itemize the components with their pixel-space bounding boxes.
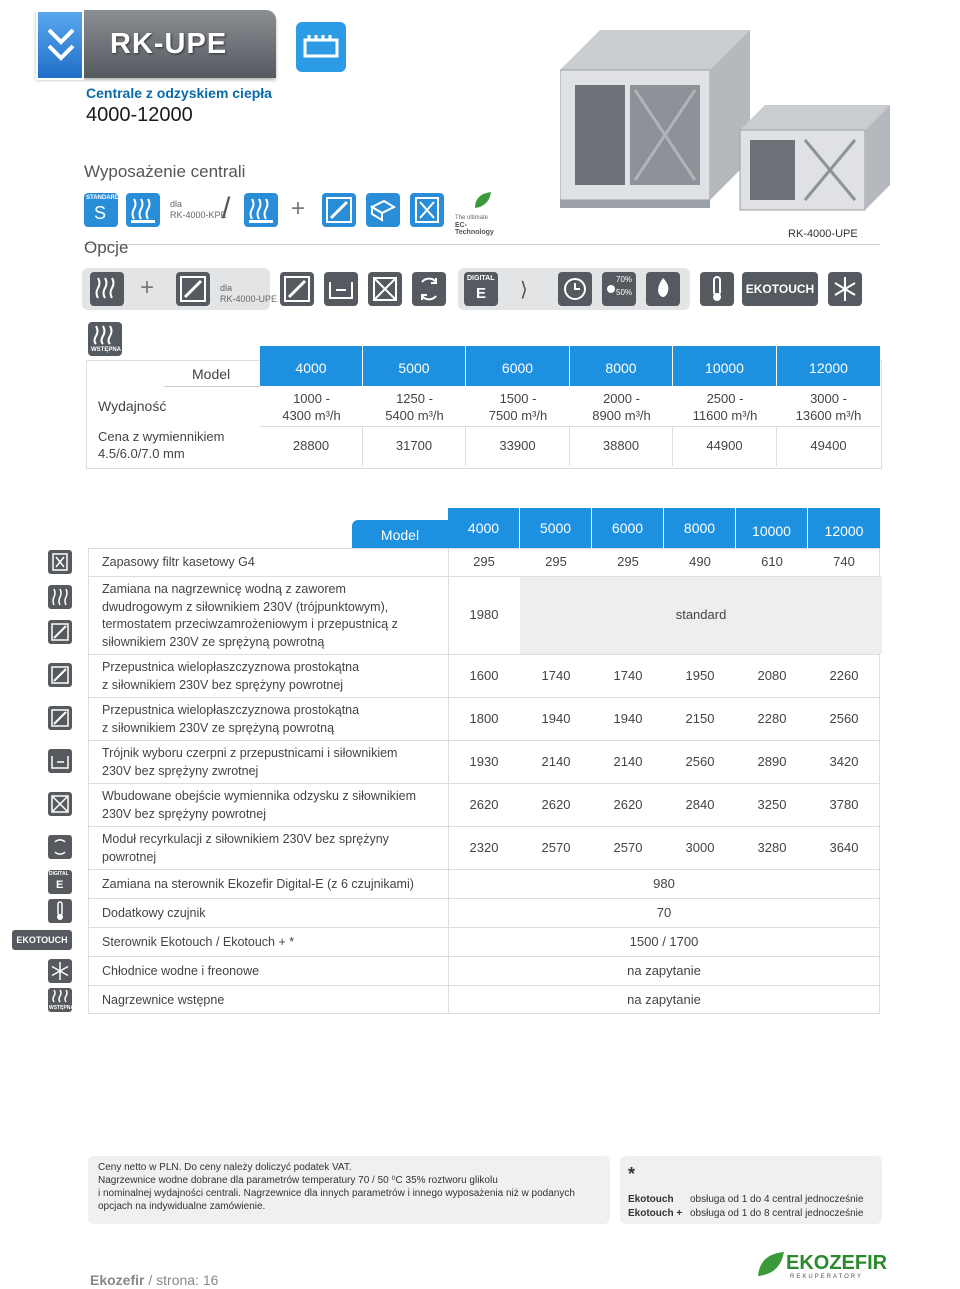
model-tag: RK-4000-UPE xyxy=(788,228,858,240)
air-handling-unit-image xyxy=(560,10,900,225)
table-cell: 2320 xyxy=(469,840,499,855)
snowflake-icon xyxy=(828,272,862,306)
asterisk: * xyxy=(628,1164,636,1184)
table-cell: 3780 xyxy=(829,797,859,812)
table-cell: 44900 xyxy=(673,426,777,466)
row-label: Chłodnice wodne i freonowe xyxy=(102,963,260,978)
table-cell: 295 xyxy=(473,554,495,569)
divider xyxy=(84,244,880,245)
table-cell: 1500 - 7500 m³/h xyxy=(488,391,548,423)
table-cell: 1740 xyxy=(613,668,643,683)
preheater-icon: WSTĘPNA xyxy=(48,988,72,1012)
table-cell: 38800 xyxy=(570,426,673,466)
model-col: 5000 xyxy=(363,346,466,386)
plus-icon: + xyxy=(291,195,306,222)
row-label: Dodatkowy czujnik xyxy=(102,905,206,920)
table-cell: 2500 - 11600 m³/h xyxy=(692,391,758,423)
table-cell: 70 xyxy=(656,905,672,920)
table-cell: 2280 xyxy=(757,711,787,726)
table-cell: 1950 xyxy=(685,668,715,683)
capacity-row xyxy=(260,386,880,424)
table-cell: 2150 xyxy=(685,711,715,726)
damper-icon xyxy=(48,663,72,687)
table-cell: 3420 xyxy=(829,754,859,769)
timer-icon xyxy=(558,272,592,306)
table-cell: 1000 - 4300 m³/h xyxy=(282,391,341,423)
model-col: 8000 xyxy=(664,508,736,548)
bypass-icon xyxy=(368,272,402,306)
model-label: Model xyxy=(192,366,231,382)
row-label: Nagrzewnice wstępne xyxy=(102,992,225,1007)
damper-icon xyxy=(280,272,314,306)
table-cell: standard xyxy=(675,607,727,622)
model-col: 10000 xyxy=(736,508,808,548)
plus-icon: + xyxy=(140,274,155,301)
damper-icon xyxy=(48,620,72,644)
row-label: Zamiana na sterownik Ekozefir Digital-E (z 6 czujnikami) xyxy=(102,876,414,891)
table-cell: 2620 xyxy=(541,797,571,812)
heater-icon xyxy=(126,193,160,227)
equipment-note: dla RK-4000-KPE xyxy=(170,199,227,220)
filter-icon xyxy=(366,193,400,227)
model-col: 6000 xyxy=(592,508,664,548)
model-col: 10000 xyxy=(673,346,777,386)
standard-icon: STANDARD S xyxy=(84,193,118,227)
chevron-down-icon xyxy=(36,10,84,80)
table-cell: 1740 xyxy=(541,668,571,683)
table-cell: 2620 xyxy=(469,797,499,812)
table-cell: 49400 xyxy=(810,438,847,453)
row-label: Wydajność xyxy=(98,398,167,414)
table-cell: 2260 xyxy=(829,668,859,683)
row-label: Cena z wymiennikiem 4.5/6.0/7.0 mm xyxy=(98,429,225,461)
filter-module-icon xyxy=(296,22,346,72)
model-col: 5000 xyxy=(520,508,592,548)
table-cell: na zapytanie xyxy=(627,992,701,1007)
subtitle: Centrale z odzyskiem ciepła xyxy=(86,85,272,101)
table-cell: 1800 xyxy=(469,711,499,726)
table-cell: 610 xyxy=(761,554,783,569)
row-label: Zapasowy filtr kasetowy G4 xyxy=(102,555,255,570)
model-col: 8000 xyxy=(570,346,673,386)
page-footer: Ekozefir / strona: 16 xyxy=(90,1272,219,1288)
table-cell: 1940 xyxy=(541,711,571,726)
table-cell: 2140 xyxy=(613,754,643,769)
digital-controller-icon: DIGITAL E xyxy=(464,272,498,306)
thermometer-icon xyxy=(48,899,72,923)
chevron-right-icon: ⟩ xyxy=(520,279,528,301)
row-label: Zamiana na nagrzewnicę wodną z zaworem dwudrogowym z siłownikiem 230V (trójpunktowym), termostatem przeciwzamrożeniowym i przepustnicą z siłownikiem 230V ze sprężyną powrotną xyxy=(102,582,398,649)
row-label: Trójnik wyboru czerpni z przepustnicami i siłownikiem 230V bez sprężyny zwrotnej xyxy=(102,746,398,778)
table-cell: 2570 xyxy=(613,840,643,855)
table-cell: 2140 xyxy=(541,754,571,769)
table-cell: 3280 xyxy=(757,840,787,855)
table-cell: 3640 xyxy=(829,840,859,855)
table-cell: 2560 xyxy=(829,711,859,726)
row-label: Wbudowane obejście wymiennika odzysku z siłownikiem 230V bez sprężyny powrotnej xyxy=(102,789,417,821)
table-cell: 295 xyxy=(617,554,639,569)
table-cell: 980 xyxy=(653,876,675,891)
options-note: dla RK-4000-UPE xyxy=(220,283,278,304)
table-cell: 3000 - 13600 m³/h xyxy=(795,391,862,423)
table-cell: 295 xyxy=(545,554,567,569)
preheater-icon: WSTĘPNA xyxy=(88,322,122,356)
model-label: Model xyxy=(352,520,448,548)
ec-technology-icon: The ultimate EC-Technology xyxy=(455,190,505,226)
row-label: Sterownik Ekotouch / Ekotouch + * xyxy=(102,934,295,949)
table-cell: 740 xyxy=(833,554,855,569)
snowflake-icon xyxy=(48,959,72,983)
damper-icon xyxy=(48,706,72,730)
row-label: Moduł recyrkulacji z siłownikiem 230V bez sprężyny powrotnej xyxy=(102,832,389,864)
table-cell: 3000 xyxy=(685,840,715,855)
model-col: 12000 xyxy=(777,346,880,386)
heater-icon xyxy=(90,272,124,306)
damper-icon xyxy=(176,272,210,306)
table-cell: 1980 xyxy=(469,607,499,622)
table-cell: 2000 - 8900 m³/h xyxy=(592,391,651,423)
table-cell: 33900 xyxy=(466,426,570,466)
recirculation-icon xyxy=(48,835,72,859)
table-cell: 2620 xyxy=(613,797,643,812)
slash-separator: / xyxy=(222,192,231,225)
heater-icon xyxy=(244,193,278,227)
table-cell: 31700 xyxy=(363,426,466,466)
model-col: 6000 xyxy=(466,346,570,386)
table-2-header xyxy=(448,508,880,548)
table-1-header xyxy=(260,346,880,386)
model-col: 12000 xyxy=(808,508,880,548)
table-cell: 1500 / 1700 xyxy=(629,934,699,949)
filter-icon xyxy=(48,550,72,574)
fan-speed-icon: 70% 50% xyxy=(602,272,636,306)
ekotouch-legend: Ekotouch obsługa od 1 do 4 central jednocześnie Ekotouch + obsługa od 1 do 8 central jednocześnie xyxy=(628,1194,864,1219)
model-col: 4000 xyxy=(260,346,363,386)
footer-notes: Ceny netto w PLN. Do ceny należy doliczyć podatek VAT. Nagrzewnice wodne dobrane dla parametrów temperatury 70 / 50 ⁰C 35% roztworu glikolu i nominalnej wydajności centrali. Nagrzewnice dla innych parametrów i innego wyposażenia niż w podanych opcjach na indywidualne zamówienie. xyxy=(98,1162,575,1212)
table-cell: 3250 xyxy=(757,797,787,812)
table-cell: 1930 xyxy=(469,754,499,769)
ekozefir-logo: EKOZEFIR REKUPERATORY xyxy=(752,1246,892,1282)
exchanger-icon xyxy=(410,193,444,227)
table-cell: 2570 xyxy=(541,840,571,855)
fire-alarm-icon xyxy=(646,272,680,306)
options-title: Opcje xyxy=(84,238,129,257)
table-cell: 2840 xyxy=(685,797,715,812)
bypass-icon xyxy=(48,792,72,816)
table-cell: 1940 xyxy=(613,711,643,726)
damper-icon xyxy=(322,193,356,227)
ekotouch-badge: EKOTOUCH xyxy=(12,930,72,950)
table-cell: 490 xyxy=(689,554,711,569)
price-row xyxy=(260,426,880,466)
ekotouch-badge: EKOTOUCH xyxy=(742,272,818,306)
table-cell: 28800 xyxy=(260,426,363,466)
table-cell: 2560 xyxy=(685,754,715,769)
row-label: Przepustnica wielopłaszczyznowa prostokątna z siłownikiem 230V ze sprężyną powrotną xyxy=(102,703,360,735)
model-range: 4000-12000 xyxy=(86,104,193,126)
equipment-title: Wyposażenie centrali xyxy=(84,162,246,181)
heater-icon xyxy=(48,585,72,609)
page-title: RK-UPE xyxy=(110,28,228,60)
table-cell: 2080 xyxy=(757,668,787,683)
thermometer-icon xyxy=(700,272,734,306)
table-cell: na zapytanie xyxy=(627,963,701,978)
model-col: 4000 xyxy=(448,508,520,548)
row-label: Przepustnica wielopłaszczyznowa prostokątna z siłownikiem 230V bez sprężyny powrotnej xyxy=(102,660,360,692)
digital-controller-icon: DIGITAL E xyxy=(48,870,72,894)
mixing-tee-icon xyxy=(48,749,72,773)
table-cell: 1250 - 5400 m³/h xyxy=(385,391,444,423)
mixing-tee-icon xyxy=(324,272,358,306)
table-cell: 1600 xyxy=(469,668,499,683)
recirculation-icon xyxy=(412,272,446,306)
table-cell: 2890 xyxy=(757,754,787,769)
